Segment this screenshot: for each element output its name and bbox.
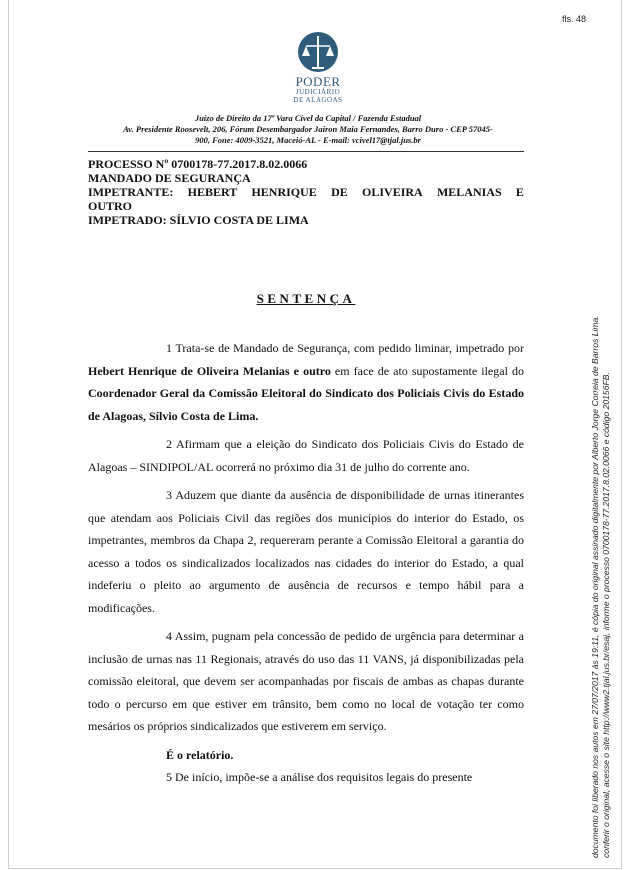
signature-line-1: documento foi liberado nos autos em 27/07/2017 às 19:11, é cópia do original assinado digitalmente por Alberto Jorge Correia de Barros Lima. [590, 315, 600, 858]
court-header [88, 113, 528, 146]
signature-line-2: conferir o original, acesse o site http://www2.tjal.jus.br/esaj, informe o processo 0700178-77.2017.8.02.0066 e código 20156FB. [601, 372, 611, 858]
paragraph-3: 3 Aduzem que diante da ausência de disponibilidade de urnas itinerantes que atendam aos Policiais Civil das regiões dos municípios do interior do Estado, os impetrantes, membros da Chapa 2, requereram perante a Comissão Eleitoral a garantia do acesso a todos os sindicalizados localizados nas cidades do interior do Estado, a qual indeferiu o pleito ao argumento de ausência de recursos e tempo hábil para a modificações. [88, 488, 524, 615]
paragraph-2: 2 Afirmam que a eleição do Sindicato dos Policiais Civis do Estado de Alagoas – SINDIPOL/AL ocorrerá no próximo dia 31 de julho do corrente ano. [88, 437, 524, 474]
digital-signature-note [590, 258, 630, 858]
impetrante-word: IMPETRANTE: [88, 185, 174, 199]
court-line-1: Juízo de Direito da 17ª Vara Cível da Capital / Fazenda Estadual [194, 113, 422, 123]
court-emblem-icon [296, 30, 340, 74]
paragraph-5: 5 De início, impõe-se a análise dos requisitos legais do presente [166, 770, 473, 784]
relatorio-heading: É o relatório. [166, 747, 234, 762]
court-line-3: 900, Fone: 4009-3521, Maceió-AL - E-mail: vcivel17@tjal.jus.br [195, 135, 421, 145]
court-logo [278, 30, 358, 104]
logo-word: PODER [295, 74, 341, 89]
impetrado: IMPETRADO: SÍLVIO COSTA DE LIMA [88, 213, 309, 227]
impetrante-word: HENRIQUE [251, 185, 317, 199]
p1-text-a: 1 Trata-se de Mandado de Segurança, com pedido liminar, impetrado por [166, 341, 524, 355]
impetrante-word: MELANIAS [436, 185, 502, 199]
p1-impetrado: Coordenador Geral da Comissão Eleitoral do Sindicato dos Policiais Civis do Estado de Alagoas, Sílvio Costa de Lima. [88, 386, 524, 423]
logo-sub1: JUDICIÁRIO [295, 88, 341, 96]
case-caption [88, 157, 524, 227]
page-number: fls. 48 [561, 14, 586, 24]
impetrante-word: HEBERT [187, 185, 238, 199]
impetrante-line [88, 185, 524, 199]
impetrante-word: DE [331, 185, 348, 199]
header-rule [88, 151, 524, 152]
impetrante-word: E [515, 185, 524, 199]
paragraph-4: 4 Assim, pugnam pela concessão de pedido de urgência para determinar a inclusão de urnas nas 11 Regionais, através do uso das 11 VANS, já disponibilizadas pela comissão eleitoral, que devem ser acompanhadas por fiscais de ambas as chapas durante todo o percurso em que estiver em trânsito, bem como no local de votação ter como mesários os próprios sindicalizados que estiverem em serviço. [88, 629, 524, 733]
document-title: SENTENÇA [256, 291, 356, 306]
document-body [88, 337, 524, 795]
impetrante-line-2: OUTRO [88, 199, 133, 213]
paragraph-1 [88, 337, 524, 427]
processo-number: PROCESSO Nº 0700178-77.2017.8.02.0066 [88, 157, 308, 171]
p1-text-c: em face de ato supostamente ilegal do [330, 363, 524, 378]
impetrante-word: OLIVEIRA [362, 185, 423, 199]
p1-impetrantes: Hebert Henrique de Oliveira Melanias e outro [88, 363, 331, 378]
logo-sub2: DE ALAGOAS [293, 96, 343, 104]
court-line-2: Av. Presidente Roosevelt, 206, Fórum Desembargador Jairon Maia Fernandes, Barro Duro - CEP 57045- [123, 124, 493, 134]
case-class: MANDADO DE SEGURANÇA [88, 171, 251, 185]
